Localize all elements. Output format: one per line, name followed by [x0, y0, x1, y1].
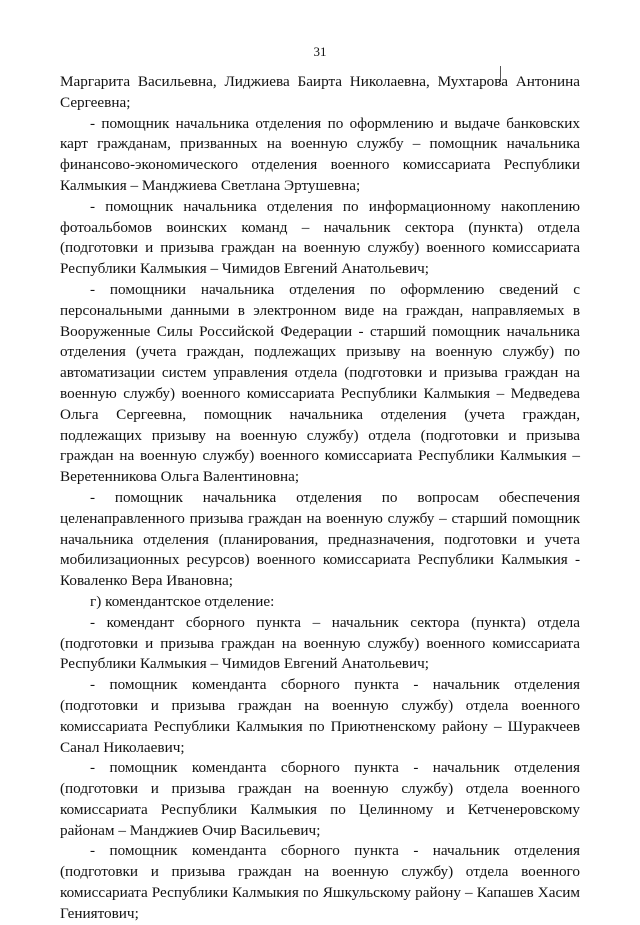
- paragraph-continuation: Маргарита Васильевна, Лиджиева Баирта Николаевна, Мухтарова Антонина Сергеевна;: [60, 73, 580, 111]
- paragraph-photo-albums-assistant: - помощник начальника отделения по информационному накоплению фотоальбомов воинских команд – начальник сектора (пункта) отдела (подготовки и призыва граждан на военную службу) военного комиссариата Республики Калмыкия – Чимидов Евгений Анатольевич;: [60, 197, 580, 278]
- section-heading-commandant-department: г) комендантское отделение:: [90, 592, 275, 610]
- paragraph-assistant-commandant-yashkulsky: - помощник коменданта сборного пункта - начальник отделения (подготовки и призыва граждан на военную службу) отдела военного комиссариата Республики Калмыкия по Яшкульскому району – Капашев Хасим Гениятович;: [60, 842, 580, 922]
- paragraph-personal-data-assistants: - помощники начальника отделения по оформлению сведений с персональными данными в электронном виде на граждан, направляемых в Вооруженные Силы Российской Федерации - старший помощник начальника отделения (учета граждан, подлежащих призыву на военную службу) по автоматизации систем управления отдела (подготовки и призыва граждан на военную службу) военного комиссариата Республики Калмыкия – Медведева Ольга Сергеевна, помощник начальника отделения (учета граждан, подлежащих призыву на военную службу) отдела (подготовки и призыва граждан на военную службу) военного комиссариата Республики Калмыкия – Веретенникова Ольга Валентиновна;: [60, 280, 580, 486]
- paragraph-assistant-commandant-tselinny: - помощник коменданта сборного пункта - начальник отделения (подготовки и призыва граждан на военную службу) отдела военного комиссариата Республики Калмыкия по Целинному и Кетченеровскому районам – Манджиев Очир Васильевич;: [60, 759, 580, 839]
- document-body: [60, 72, 580, 925]
- paragraph-targeted-conscription-assistant: - помощник начальника отделения по вопросам обеспечения целенаправленного призыва граждан на военную службу – старший помощник начальника отделения (планирования, предназначения, подготовки и учета мобилизационных ресурсов) военного комиссариата Республики Калмыкия - Коваленко Вера Ивановна;: [60, 488, 580, 590]
- paragraph-commandant: - комендант сборного пункта – начальник сектора (пункта) отдела (подготовки и призыва граждан на военную службу) военного комиссариата Республики Калмыкия – Чимидов Евгений Анатольевич;: [60, 613, 580, 673]
- paragraph-assistant-commandant-priyutnensky: - помощник коменданта сборного пункта - начальник отделения (подготовки и призыва граждан на военную службу) отдела военного комиссариата Республики Калмыкия по Приютненскому району – Шуракчеев Санал Николаевич;: [60, 676, 580, 756]
- page-number: 31: [313, 44, 327, 59]
- paragraph-bank-cards-assistant: - помощник начальника отделения по оформлению и выдаче банковских карт гражданам, призванных на военную службу – помощник начальника финансово-экономического отделения военного комиссариата Республики Калмыкия – Манджиева Светлана Эртушевна;: [60, 114, 580, 194]
